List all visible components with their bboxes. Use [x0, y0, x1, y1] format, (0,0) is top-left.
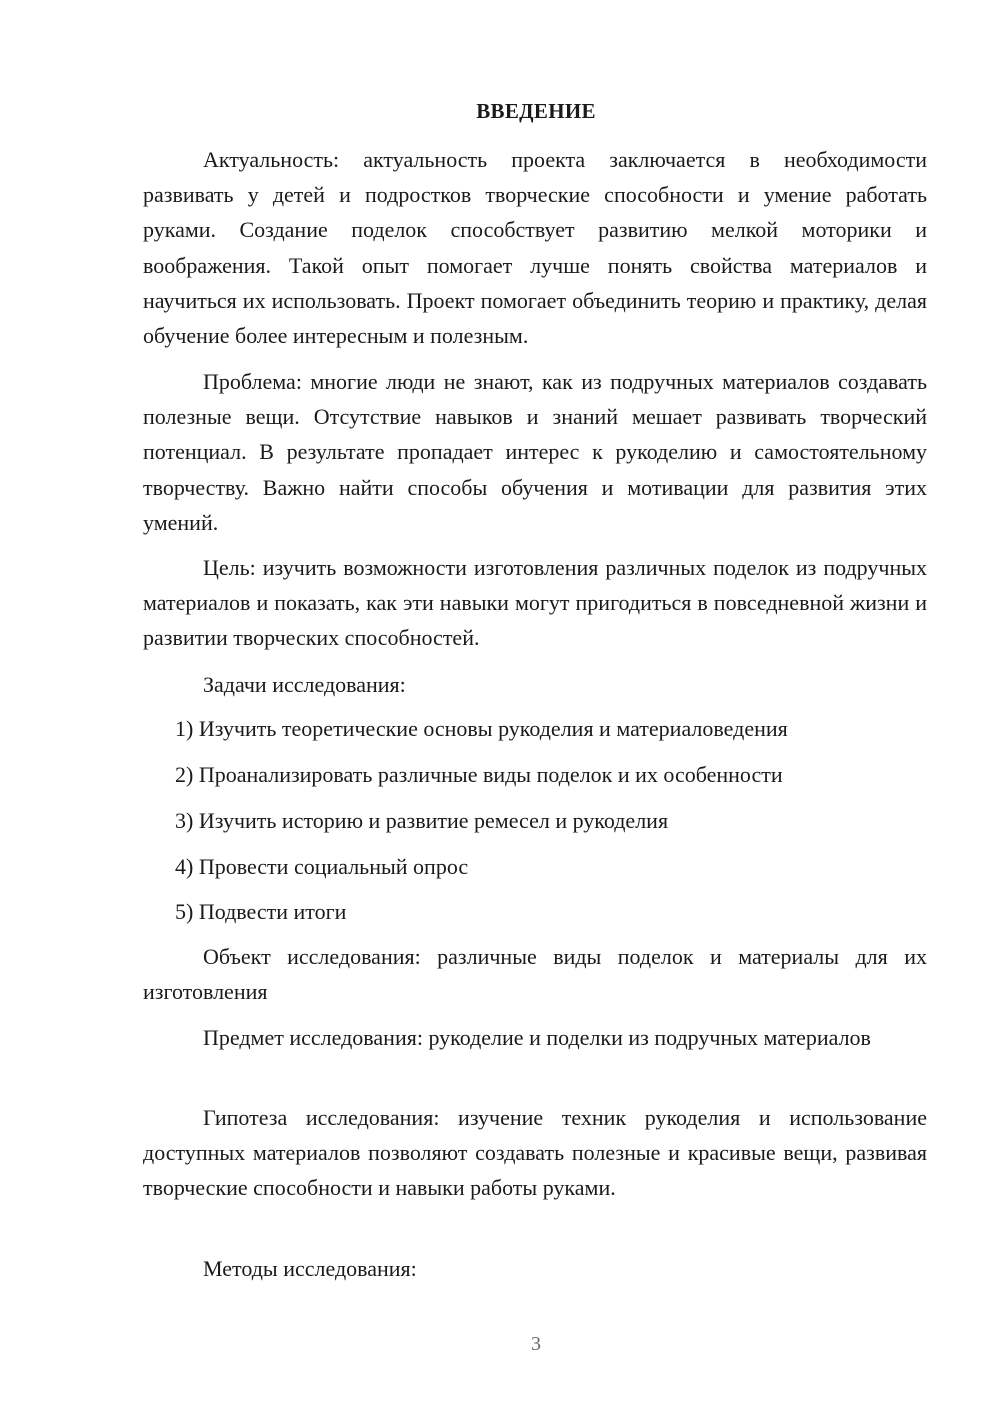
problem-paragraph: Проблема: многие люди не знают, как из подручных материалов создавать полезные вещи. Отсутствие навыков и знаний мешает развивать творческий потенциал. В результате пропадает интерес к рукоделию и самостоятельному творчеству. Важно найти способы обучения и мотивации для развития этих умений.	[143, 369, 927, 535]
section-title: ВВЕДЕНИЕ	[476, 99, 596, 123]
goal-paragraph: Цель: изучить возможности изготовления различных поделок из подручных материалов и показать, как эти навыки могут пригодиться в повседневной жизни и развитии творческих способностей.	[143, 555, 927, 651]
methods-heading: Методы исследования:	[203, 1256, 417, 1281]
task-item: 5) Подвести итоги	[175, 899, 347, 924]
task-item: 4) Провести социальный опрос	[175, 854, 469, 879]
hypothesis-paragraph: Гипотеза исследования: изучение техник рукоделия и использование доступных материалов позволяют создавать полезные и красивые вещи, развивая творческие способности и навыки работы руками.	[143, 1105, 927, 1201]
tasks-heading: Задачи исследования:	[203, 672, 406, 697]
object-paragraph: Объект исследования: различные виды поделок и материалы для их изготовления	[143, 944, 927, 1005]
task-item: 3) Изучить историю и развитие ремесел и рукоделия	[175, 808, 669, 833]
page-number: 3	[531, 1333, 541, 1355]
task-item: 2) Проанализировать различные виды поделок и их особенности	[175, 762, 783, 787]
relevance-paragraph: Актуальность: актуальность проекта заключается в необходимости развивать у детей и подростков творческие способности и умение работать руками. Создание поделок способствует развитию мелкой моторики и воображения. Такой опыт помогает лучше понять свойства материалов и научиться их использовать. Проект помогает объединить теорию и практику, делая обучение более интересным и полезным.	[143, 147, 927, 349]
subject-paragraph: Предмет исследования: рукоделие и поделки из подручных материалов	[203, 1025, 871, 1050]
task-item: 1) Изучить теоретические основы рукоделия и материаловедения	[175, 716, 788, 741]
